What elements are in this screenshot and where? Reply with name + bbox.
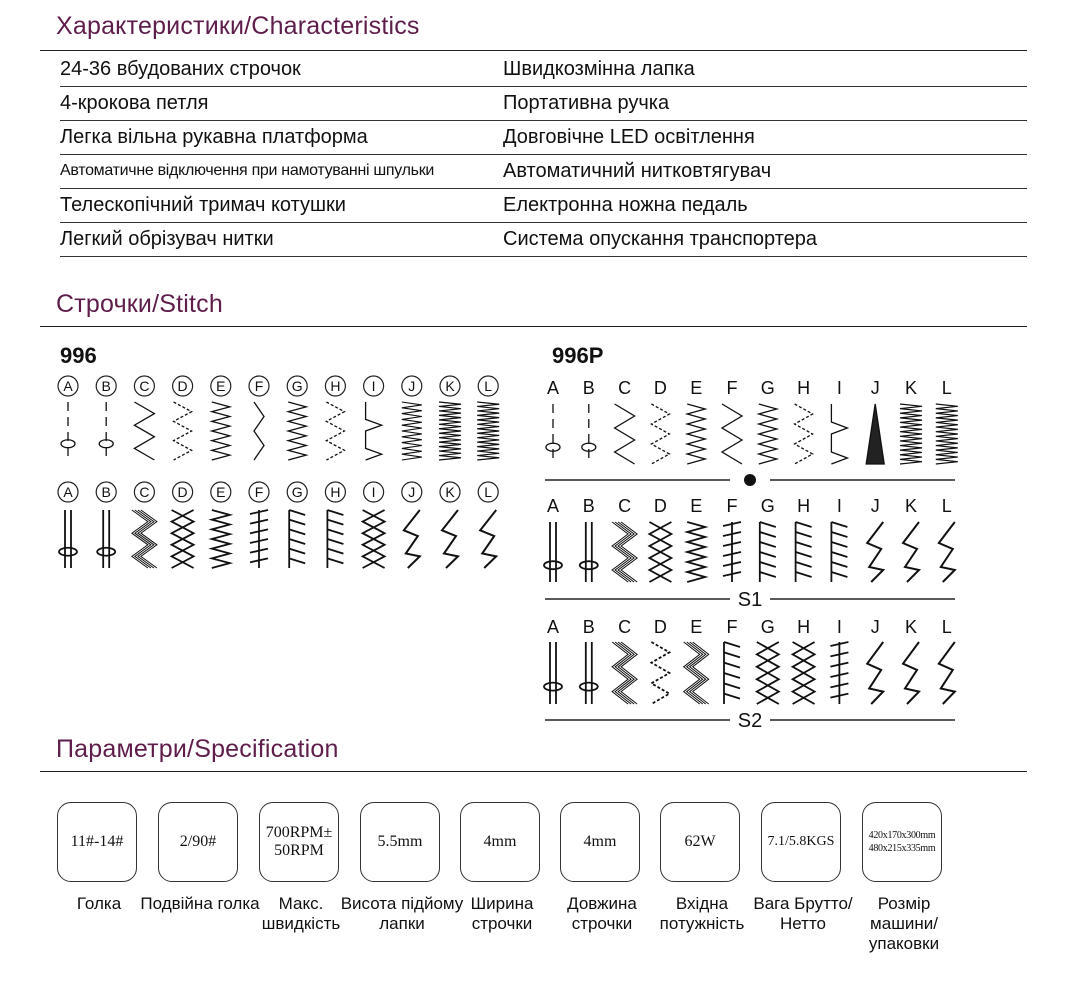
stitch-chart-996p xyxy=(535,370,965,735)
stitch-letter: J xyxy=(870,496,880,516)
stitch-pattern-icon xyxy=(831,404,847,464)
stitch-pattern-icon xyxy=(903,642,919,704)
table-row xyxy=(60,222,1027,257)
spec-label: Вага Брутто/Нетто xyxy=(753,894,853,933)
stitch-pattern-icon xyxy=(612,642,637,704)
stitch-pattern-icon xyxy=(132,510,157,568)
spec-label: Розмір машини/ упаковки xyxy=(868,894,940,953)
feature-right: Швидкозмінна лапка xyxy=(503,58,695,80)
stitch-letter: K xyxy=(904,378,918,398)
svg-text:G: G xyxy=(291,378,303,394)
stitch-letter: K xyxy=(904,496,918,516)
stitch-pattern-icon xyxy=(615,404,635,464)
stitch-letter-badge xyxy=(364,482,384,502)
stitch-pattern-icon xyxy=(722,404,742,464)
spec-label: Макс. швидкість xyxy=(261,894,341,933)
stitch-pattern-icon xyxy=(326,402,344,460)
stitch-letter: C xyxy=(618,617,632,637)
feature-right: Автоматичний нитковтягувач xyxy=(503,160,772,182)
stitch-letter: F xyxy=(726,617,738,637)
stitch-pattern-icon xyxy=(97,510,115,568)
stitch-pattern-icon xyxy=(288,402,306,460)
svg-text:C: C xyxy=(139,378,150,394)
stitch-letter: J xyxy=(870,617,880,637)
svg-text:L: L xyxy=(484,484,493,500)
feature-left: Легка вільна рукавна платформа xyxy=(60,126,368,148)
spec-label: Подвійна голка xyxy=(140,894,260,913)
stitch-letter-badge xyxy=(478,482,498,502)
feature-right: Довговічне LED освітлення xyxy=(503,126,755,148)
stitch-pattern-icon xyxy=(250,510,268,568)
stitch-pattern-icon xyxy=(212,402,230,460)
stitch-letter-badge xyxy=(325,482,345,502)
stitch-letter: B xyxy=(582,378,595,398)
stitch-letter-badge xyxy=(96,482,116,502)
stitch-letter: D xyxy=(653,617,667,637)
svg-text:B: B xyxy=(101,378,111,394)
svg-text:I: I xyxy=(371,378,376,394)
stitch-pattern-icon xyxy=(796,522,812,582)
stitch-pattern-icon xyxy=(254,402,264,460)
stitch-letter: D xyxy=(653,496,667,516)
stitch-letter-badge xyxy=(364,376,384,396)
stitch-pattern-icon xyxy=(939,642,955,704)
spec-value: 2/90# xyxy=(158,802,238,882)
feature-left: 4-крокова петля xyxy=(60,92,209,114)
feature-left: 24-36 вбудованих строчок xyxy=(60,58,301,80)
svg-text:J: J xyxy=(408,484,416,500)
spec-label: Ширина строчки xyxy=(470,894,534,933)
stitch-letter-badge xyxy=(134,376,154,396)
stitch-letter: K xyxy=(904,617,918,637)
separator-dot-icon xyxy=(744,474,756,486)
stitch-letter: I xyxy=(836,617,842,637)
stitch-pattern-icon xyxy=(174,402,192,460)
stitch-letter: G xyxy=(760,378,775,398)
stitch-letter-badge xyxy=(173,376,193,396)
model-996p-label: 996P xyxy=(552,343,604,368)
svg-text:E: E xyxy=(216,378,226,394)
stitch-letter-badge xyxy=(440,482,460,502)
stitch-letter-badge xyxy=(402,482,422,502)
stitch-letter: E xyxy=(690,378,703,398)
characteristics-rule xyxy=(40,50,1027,51)
stitch-letter: H xyxy=(797,496,811,516)
stitch-pattern-icon xyxy=(900,404,922,464)
stitch-letter: L xyxy=(941,617,952,637)
model-996-label: 996 xyxy=(60,343,97,368)
stitch-pattern-icon xyxy=(651,642,669,704)
stitch-letter-badge xyxy=(249,482,269,502)
stitch-letter: E xyxy=(690,617,703,637)
feature-right: Електронна ножна педаль xyxy=(503,194,748,216)
stitch-group-label: S1 xyxy=(737,589,763,611)
feature-left: Автоматичне відключення при намотуванні шпульки xyxy=(60,162,435,179)
svg-text:F: F xyxy=(254,484,264,500)
stitch-pattern-icon xyxy=(687,522,705,582)
stitch-pattern-icon xyxy=(477,402,499,460)
feature-right: Портативна ручка xyxy=(503,92,670,114)
spec-label: Голка xyxy=(76,894,122,913)
feature-right: Система опускання транспортера xyxy=(503,228,818,250)
stitch-pattern-icon xyxy=(795,404,813,464)
stitch-letter: L xyxy=(941,496,952,516)
stitch-pattern-icon xyxy=(366,402,382,460)
feature-left: Легкий обрізувач нитки xyxy=(60,228,274,250)
stitch-rule xyxy=(40,326,1027,327)
stitch-pattern-icon xyxy=(99,402,113,460)
svg-text:E: E xyxy=(216,484,226,500)
stitch-pattern-icon xyxy=(687,404,705,464)
stitch-letter: C xyxy=(618,496,632,516)
stitch-pattern-icon xyxy=(404,510,420,568)
stitch-pattern-icon xyxy=(59,510,77,568)
stitch-letter-badge xyxy=(96,376,116,396)
spec-value: 420x170x300mm 480x215x335mm xyxy=(862,802,942,882)
svg-text:K: K xyxy=(445,484,455,500)
stitch-title: Строчки/Stitch xyxy=(56,290,223,318)
table-row xyxy=(60,188,1027,223)
stitch-pattern-icon xyxy=(212,510,230,568)
spec-value: 4mm xyxy=(560,802,640,882)
spec-value: 700RPM± 50RPM xyxy=(259,802,339,882)
stitch-letter-badge xyxy=(211,376,231,396)
stitch-pattern-icon xyxy=(866,404,884,464)
stitch-group-label: S2 xyxy=(737,710,763,732)
spec-value: 62W xyxy=(660,802,740,882)
stitch-pattern-icon xyxy=(439,402,461,460)
feature-left: Телескопічний тримач котушки xyxy=(60,194,346,216)
stitch-pattern-icon xyxy=(936,404,958,464)
stitch-pattern-icon xyxy=(289,510,305,568)
stitch-letter: I xyxy=(836,496,842,516)
stitch-letter: H xyxy=(797,378,811,398)
stitch-letter: G xyxy=(760,617,775,637)
svg-text:D: D xyxy=(177,378,188,394)
stitch-pattern-icon xyxy=(546,404,560,464)
stitch-pattern-icon xyxy=(582,404,596,464)
spec-label: Вхідна потужність xyxy=(659,894,745,933)
spec-label: Довжина строчки xyxy=(567,894,637,933)
stitch-chart-996 xyxy=(50,370,510,580)
stitch-pattern-icon xyxy=(793,642,815,704)
stitch-letter: G xyxy=(760,496,775,516)
stitch-pattern-icon xyxy=(612,522,637,582)
stitch-letter-badge xyxy=(58,482,78,502)
svg-text:D: D xyxy=(177,484,188,500)
stitch-letter-badge xyxy=(325,376,345,396)
stitch-pattern-icon xyxy=(684,642,709,704)
svg-text:C: C xyxy=(139,484,150,500)
stitch-pattern-icon xyxy=(480,510,496,568)
stitch-letter-badge xyxy=(58,376,78,396)
stitch-pattern-icon xyxy=(723,522,741,582)
stitch-letter: F xyxy=(726,496,738,516)
stitch-pattern-icon xyxy=(402,402,422,460)
svg-text:F: F xyxy=(254,378,264,394)
svg-text:A: A xyxy=(63,378,73,394)
stitch-pattern-icon xyxy=(724,642,740,704)
stitch-letter: A xyxy=(546,496,560,516)
spec-value: 4mm xyxy=(460,802,540,882)
svg-text:J: J xyxy=(408,378,416,394)
table-row xyxy=(60,86,1027,121)
table-row xyxy=(60,154,1027,189)
stitch-pattern-icon xyxy=(867,522,883,582)
stitch-pattern-icon xyxy=(61,402,75,460)
stitch-pattern-icon xyxy=(760,522,776,582)
svg-text:H: H xyxy=(330,484,341,500)
svg-text:K: K xyxy=(445,378,455,394)
stitch-pattern-icon xyxy=(442,510,458,568)
svg-text:B: B xyxy=(101,484,111,500)
spec-label: Висота підйому лапки xyxy=(340,894,464,933)
stitch-pattern-icon xyxy=(363,510,385,568)
svg-text:G: G xyxy=(291,484,303,500)
svg-text:L: L xyxy=(484,378,493,394)
stitch-pattern-icon xyxy=(544,642,562,704)
stitch-letter-badge xyxy=(134,482,154,502)
stitch-letter-badge xyxy=(211,482,231,502)
spec-value: 11#-14# xyxy=(57,802,137,882)
svg-text:A: A xyxy=(63,484,73,500)
stitch-letter: B xyxy=(582,617,595,637)
stitch-letter-badge xyxy=(287,482,307,502)
svg-text:I: I xyxy=(371,484,376,500)
stitch-letter: L xyxy=(941,378,952,398)
stitch-letter-badge xyxy=(173,482,193,502)
specification-rule xyxy=(40,771,1027,772)
stitch-pattern-icon xyxy=(831,522,847,582)
stitch-pattern-icon xyxy=(651,404,669,464)
characteristics-title: Характеристики/Characteristics xyxy=(56,12,420,40)
stitch-letter-badge xyxy=(478,376,498,396)
stitch-pattern-icon xyxy=(172,510,194,568)
stitch-letter-badge xyxy=(249,376,269,396)
stitch-letter-badge xyxy=(287,376,307,396)
stitch-letter: A xyxy=(546,617,560,637)
spec-value: 7.1/5.8KGS xyxy=(761,802,841,882)
stitch-pattern-icon xyxy=(649,522,671,582)
stitch-letter: I xyxy=(836,378,842,398)
svg-text:H: H xyxy=(330,378,341,394)
specification-title: Параметри/Specification xyxy=(56,735,339,763)
stitch-letter: B xyxy=(582,496,595,516)
stitch-pattern-icon xyxy=(134,402,154,460)
stitch-pattern-icon xyxy=(867,642,883,704)
stitch-letter: J xyxy=(870,378,880,398)
stitch-letter-badge xyxy=(402,376,422,396)
stitch-letter: F xyxy=(726,378,738,398)
stitch-pattern-icon xyxy=(580,642,598,704)
stitch-pattern-icon xyxy=(580,522,598,582)
table-row xyxy=(60,120,1027,155)
stitch-pattern-icon xyxy=(830,642,848,704)
stitch-letter: E xyxy=(690,496,703,516)
stitch-letter: C xyxy=(618,378,632,398)
stitch-pattern-icon xyxy=(759,404,777,464)
table-row xyxy=(60,52,1027,87)
stitch-pattern-icon xyxy=(903,522,919,582)
stitch-pattern-icon xyxy=(757,642,779,704)
stitch-pattern-icon xyxy=(939,522,955,582)
stitch-letter: D xyxy=(653,378,667,398)
stitch-pattern-icon xyxy=(327,510,343,568)
stitch-letter: H xyxy=(797,617,811,637)
stitch-letter: A xyxy=(546,378,560,398)
stitch-pattern-icon xyxy=(544,522,562,582)
spec-value: 5.5mm xyxy=(360,802,440,882)
stitch-letter-badge xyxy=(440,376,460,396)
